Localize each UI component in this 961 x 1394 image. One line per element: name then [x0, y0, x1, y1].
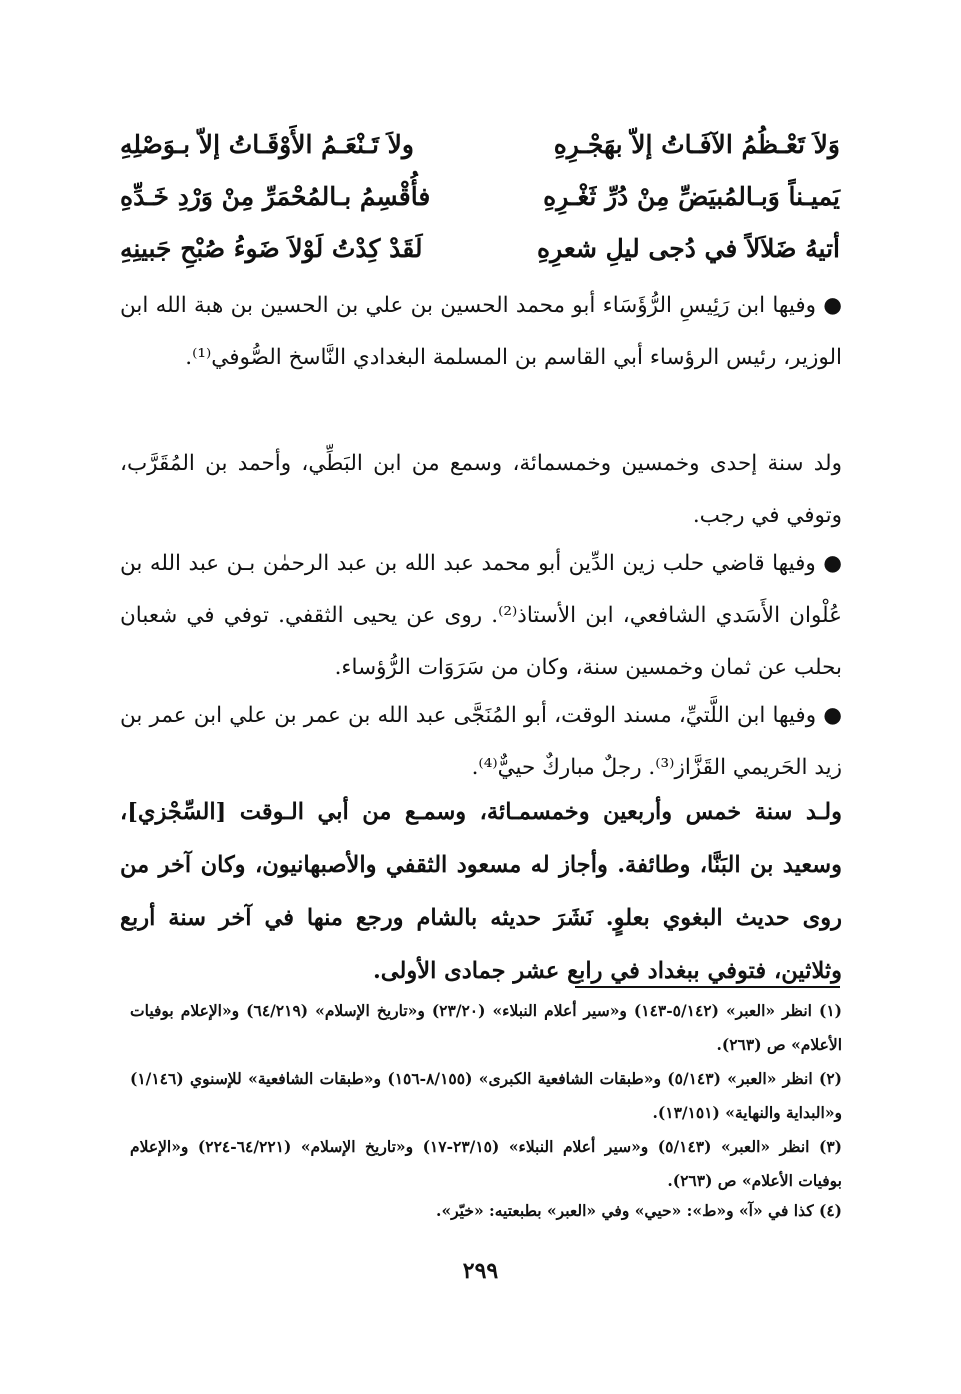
verse-2-second-hemistich: يَميـناً وَبـالمُبيَضِّ مِنْ دُرِّ ثَغْـرِهِ	[543, 182, 840, 211]
verse-line-1	[120, 130, 840, 178]
footnote-4: (٤) كذا في «آ» و«ط»: «حيي» وفي «العبر» بطبعتيه: «خيّر».	[436, 1201, 842, 1220]
verse-3-first-hemistich: لَقَدْ كِدْتُ لَوْلاَ ضَوءُ صُبْحِ جَبينِهِ	[120, 234, 423, 263]
footnote-1: (١) انظر «العبر» (٥/١٤٢-١٤٣) و«سير أعلام النبلاء» (٢٣/٢٠) و«تاريخ الإسلام» (٦٤/٢١٩) و«الإعلام بوفيات الأعلام» ص (٢٦٣).	[130, 1001, 843, 1054]
footnote-2: (٢) انظر «العبر» (٥/١٤٣) و«طبقات الشافعية الكبرى» (٨/١٥٥-١٥٦) و«طبقات الشافعية» للإسنوي (١/١٤٦) و«البداية والنهاية» (١٣/١٥١).	[130, 1069, 843, 1122]
paragraph-entry-2: ● وفيها قاضي حلب زين الدِّين أبو محمد عبد الله بن عبد الرحمٰن بـن عبد الله بن عُلْوان الأَسَدي الشافعي، ابن الأستاذ⁽²⁾. روى عن يحيى الثقفي. توفي في شعبان بحلب عن ثمان وخمسين سنة، وكان من سَرَوَات الرُّؤساء.	[120, 551, 842, 680]
footnote-divider	[575, 986, 840, 988]
verse-1-second-hemistich: وَلاَ تَعْـظُمُ الآفَـاتُ إلاّ بهَجْـرِهِ	[553, 130, 840, 159]
verse-1-first-hemistich: ولاَ تَـنْعَـمُ الأَوْقَـاتُ إلاّ بـوَصْلِهِ	[120, 130, 415, 159]
verse-line-2	[120, 182, 840, 230]
paragraph-entry-3-details: ولـد سنة خمس وأربعين وخمسمـائة، وسمـع من أبي الـوقت [السِّجْزي]، وسعيد بن البَنَّا، وطائفة. وأجاز له مسعود الثقفي والأصبهانيون، وكان آخر من روى حديث البغوي بعلوٍ. نَشَرَ حديثه بالشام ورجع منها في آخر سنة أربع وثلاثين، فتوفي ببغداد في رابع عشر جمادى الأولى.	[120, 799, 842, 984]
page-number: ٢٩٩	[462, 1258, 499, 1284]
verse-line-3	[120, 234, 840, 282]
paragraph-entry-1: ● وفيها ابن رَئِيسِ الرُّؤَسَاء أبو محمد الحسين بن علي بن الحسين بن هبة الله ابن الوزير، رئيس الرؤساء أبي القاسم بن المسلمة البغدادي النَّاسخ الصُّوفي⁽¹⁾.	[120, 293, 842, 370]
verse-3-second-hemistich: أتيهُ ضَلاَلاً في دُجى ليلِ شعرِهِ	[537, 234, 840, 263]
footnote-3: (٣) انظر «العبر» (٥/١٤٣) و«سير أعلام النبلاء» (٢٣/١٥-١٧) و«تاريخ الإسلام» (٦٤/٢٢١-٢٢٤) و«الإعلام بوفيات الأعلام» ص (٢٦٣).	[130, 1137, 843, 1190]
paragraph-entry-1-details: ولد سنة إحدى وخمسين وخمسمائة، وسمع من ابن البَطِّي، وأحمد بن المُقَرَّب، وتوفي في رجب.	[120, 451, 842, 528]
verse-2-first-hemistich: فأُقْسِمُ بـالمُحْمَرِّ مِنْ وَرْدِ خَـدِّهِ	[120, 182, 431, 211]
paragraph-entry-3: ● وفيها ابن اللَّتيِّ، مسند الوقت، أبو المُنَجَّى عبد الله بن عمر بن علي ابن عمر بن زيد الحَريمي القَزَّاز⁽³⁾. رجلٌ مباركٌ حييٌّ⁽⁴⁾.	[120, 703, 842, 780]
